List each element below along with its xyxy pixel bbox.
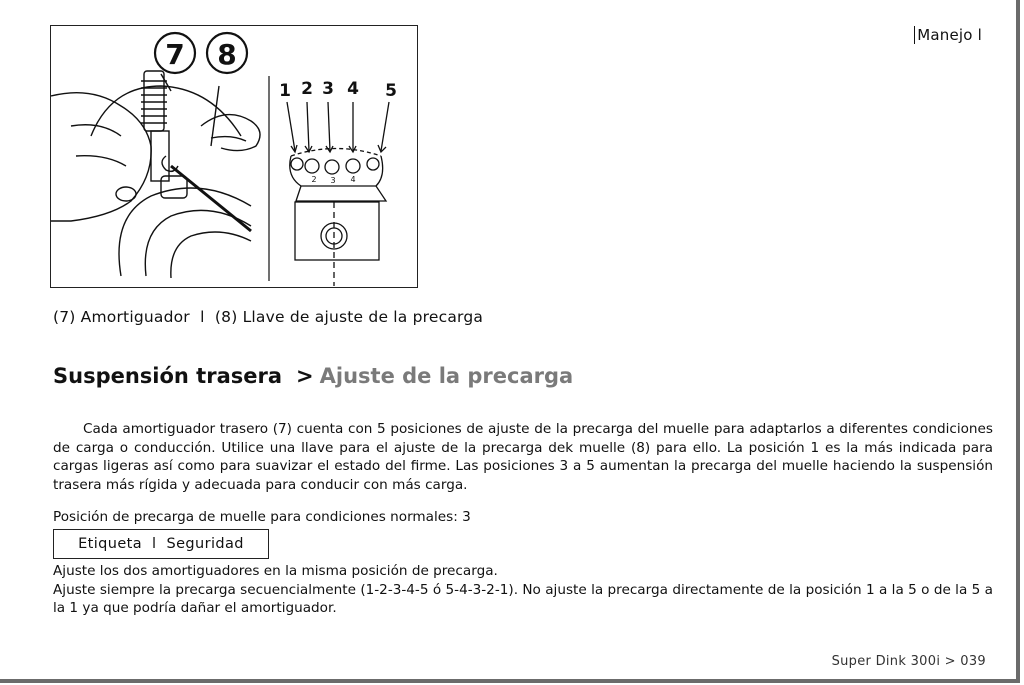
normal-position-text: Posición de precarga de muelle para condiciones normales: 3 xyxy=(53,509,471,525)
warning-line-1: Ajuste los dos amortiguadores en la misma posición de precarga. xyxy=(53,563,498,579)
header-section-label: Manejo l xyxy=(914,26,982,44)
shock-absorber-figure xyxy=(50,25,418,288)
position-number-5: 5 xyxy=(385,81,397,101)
body-paragraph xyxy=(53,420,993,494)
header-section-text: Manejo xyxy=(917,26,973,44)
warning-line-2: Ajuste siempre la precarga secuencialmente (1-2-3-4-5 ó 5-4-3-2-1). No ajuste la precarga directamente de la posición 1 a la 5 o de la 5 a la 1 ya que podría dañar el amortiguador. xyxy=(53,581,993,616)
position-number-1: 1 xyxy=(279,81,291,101)
callout-7 xyxy=(155,33,195,73)
section-title xyxy=(53,364,573,388)
callout-8-label: 8 xyxy=(217,38,237,71)
safety-warning xyxy=(53,562,993,618)
callout-8 xyxy=(207,33,247,73)
figure-illustration xyxy=(51,26,417,287)
position-number-3: 3 xyxy=(322,79,334,99)
position-number-4: 4 xyxy=(347,79,359,99)
ring-number-3: 3 xyxy=(330,176,336,185)
title-sub: Ajuste de la precarga xyxy=(319,364,574,388)
figure-caption: (7) Amortiguador l (8) Llave de ajuste de la precarga xyxy=(53,308,484,326)
position-number-2: 2 xyxy=(301,79,313,99)
title-separator: > xyxy=(296,364,314,388)
ring-number-2: 2 xyxy=(311,175,317,184)
body-paragraph-text: Cada amortiguador trasero (7) cuenta con 5 posiciones de ajuste de la precarga del muelle para adaptarlos a diferentes condiciones de carga o conducción. Utilice una llave para el ajuste de la precarga dek muelle (8) para ello. La posición 1 es la más indicada para cargas ligeras así como para suavizar el estado del firme. Las posiciones 3 a 5 aumentan la precarga del muelle haciendo la suspensión trasera más rígida y adecuada para conducir con más carga. xyxy=(53,421,993,493)
safety-label-box: Etiqueta l Seguridad xyxy=(53,529,269,559)
callout-7-label: 7 xyxy=(165,38,185,71)
title-main: Suspensión trasera xyxy=(53,364,283,388)
page-footer: Super Dink 300i > 039 xyxy=(831,654,986,669)
ring-number-4: 4 xyxy=(350,175,356,184)
